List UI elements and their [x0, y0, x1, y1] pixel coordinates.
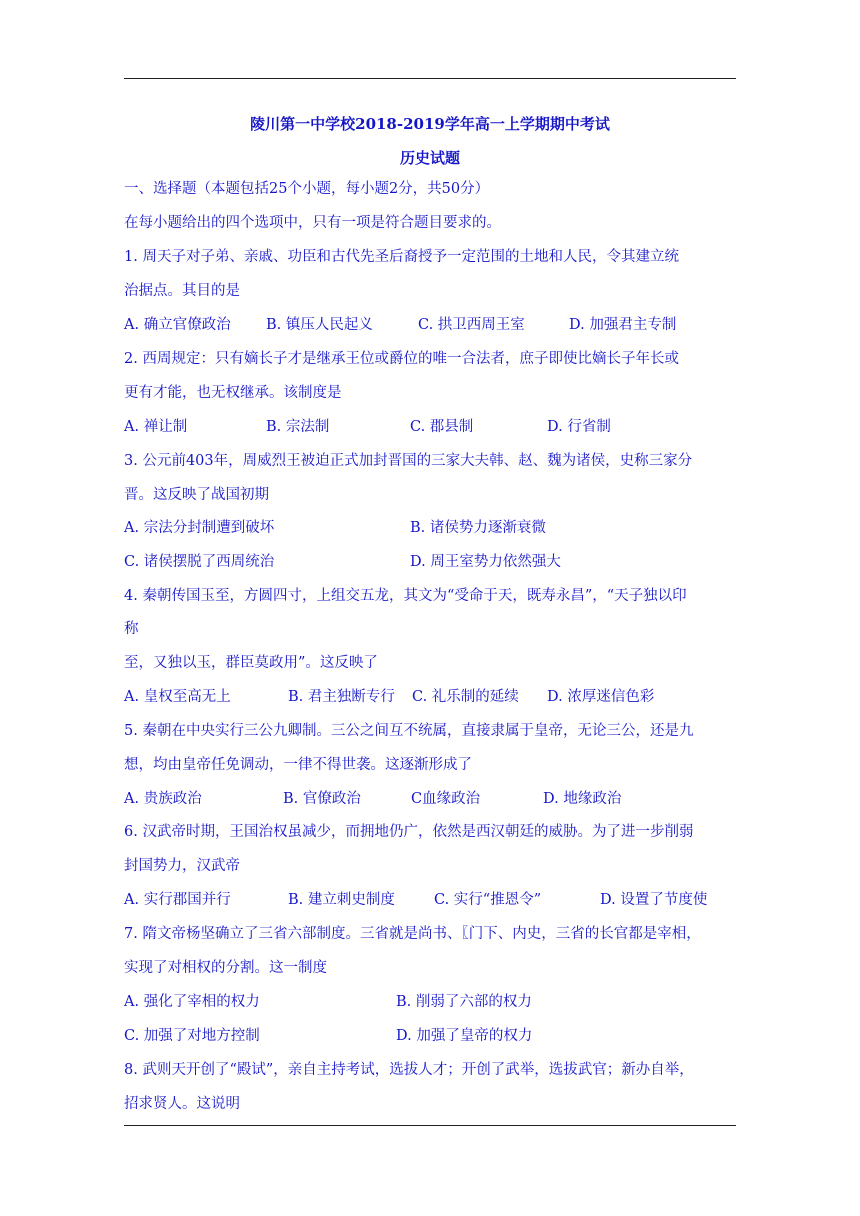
question-6-option-c: C. 实行“推恩令”: [434, 892, 542, 908]
question-3-line-2: 晋。这反映了战国初期: [124, 487, 269, 503]
question-8-line-2: 招求贤人。这说明: [124, 1096, 240, 1112]
question-2-option-c: C. 郡县制: [410, 419, 474, 435]
question-3-option-d: D. 周王室势力依然强大: [410, 554, 561, 570]
exam-title: 陵川第一中学校2018-2019学年高一上学期期中考试: [250, 115, 610, 133]
question-6-line-2: 封国势力，汉武帝: [124, 858, 240, 874]
question-2-option-b: B. 宗法制: [266, 419, 330, 435]
question-3-option-a: A. 宗法分封制遭到破坏: [124, 520, 275, 536]
exam-subtitle: 历史试题: [399, 149, 460, 167]
question-7-option-d: D. 加强了皇帝的权力: [396, 1028, 533, 1044]
question-7-line-1: 7. 隋文帝杨坚确立了三省六部制度。三省就是尚书、〖门下、内史，三省的长官都是宰相，: [124, 926, 701, 942]
question-1-line-2: 治据点。其目的是: [124, 283, 240, 299]
question-2-option-d: D. 行省制: [547, 419, 611, 435]
question-4-line-1: 4. 秦朝传国玉至，方圆四寸，上组交五龙，其文为“受命于天，既寿永昌”，“天子独以印: [124, 588, 687, 604]
question-6-option-d: D. 设置了节度使: [600, 892, 708, 908]
question-5-option-b: B. 官僚政治: [283, 791, 361, 807]
question-7-option-c: C. 加强了对地方控制: [124, 1028, 260, 1044]
question-1-option-c: C. 拱卫西周王室: [418, 317, 525, 333]
question-4-option-c: C. 礼乐制的延续: [412, 689, 519, 705]
footer-rule: [124, 1125, 736, 1126]
question-3-line-1: 3. 公元前403年，周威烈王被迫正式加封晋国的三家大夫韩、赵、魏为诸侯，史称三家分: [124, 453, 693, 469]
question-4-option-a: A. 皇权至高无上: [124, 689, 231, 705]
question-6-option-b: B. 建立刺史制度: [288, 892, 395, 908]
question-1-option-d: D. 加强君主专制: [569, 317, 677, 333]
question-5-line-2: 想，均由皇帝任免调动，一律不得世袭。这逐渐形成了: [124, 757, 472, 773]
question-4-option-b: B. 君主独断专行: [288, 689, 395, 705]
section-heading: 一、选择题（本题包括25个小题，每小题2分，共50分）: [124, 181, 490, 197]
question-3-option-c: C. 诸侯摆脱了西周统治: [124, 554, 275, 570]
question-2-option-a: A. 禅让制: [124, 419, 188, 435]
question-4-line-2: 称: [124, 621, 139, 637]
section-instruction: 在每小题给出的四个选项中，只有一项是符合题目要求的。: [124, 215, 501, 231]
question-5-option-a: A. 贵族政治: [124, 791, 202, 807]
question-7-option-a: A. 强化了宰相的权力: [124, 994, 260, 1010]
question-5-line-1: 5. 秦朝在中央实行三公九卿制。三公之间互不统属，直接隶属于皇帝，无论三公，还是九: [124, 723, 694, 739]
question-3-option-b: B. 诸侯势力逐渐衰微: [410, 520, 546, 536]
header-rule: [124, 78, 736, 79]
question-5-option-c: C血缘政治: [411, 791, 481, 807]
question-6-line-1: 6. 汉武帝时期，王国治权虽减少，而拥地仍广，依然是西汉朝廷的威胁。为了进一步削弱: [124, 824, 694, 840]
question-1-option-a: A. 确立官僚政治: [124, 317, 231, 333]
question-2-line-1: 2. 西周规定：只有嫡长子才是继承王位或爵位的唯一合法者，庶子即使比嫡长子年长或: [124, 351, 679, 367]
question-7-line-2: 实现了对相权的分割。这一制度: [124, 960, 327, 976]
question-2-line-2: 更有才能，也无权继承。该制度是: [124, 385, 342, 401]
question-5-option-d: D. 地缘政治: [543, 791, 622, 807]
question-1-option-b: B. 镇压人民起义: [266, 317, 373, 333]
question-4-line-3: 至，又独以玉，群臣莫政用”。这反映了: [124, 655, 378, 671]
question-6-option-a: A. 实行郡国并行: [124, 892, 231, 908]
question-1-line-1: 1. 周天子对子弟、亲戚、功臣和古代先圣后裔授予一定范围的土地和人民，令其建立统: [124, 249, 679, 265]
question-7-option-b: B. 削弱了六部的权力: [396, 994, 532, 1010]
question-8-line-1: 8. 武则天开创了“殿试”，亲自主持考试，选拔人才；开创了武举，选拔武官；新办自举，: [124, 1062, 694, 1078]
question-4-option-d: D. 浓厚迷信色彩: [547, 689, 655, 705]
